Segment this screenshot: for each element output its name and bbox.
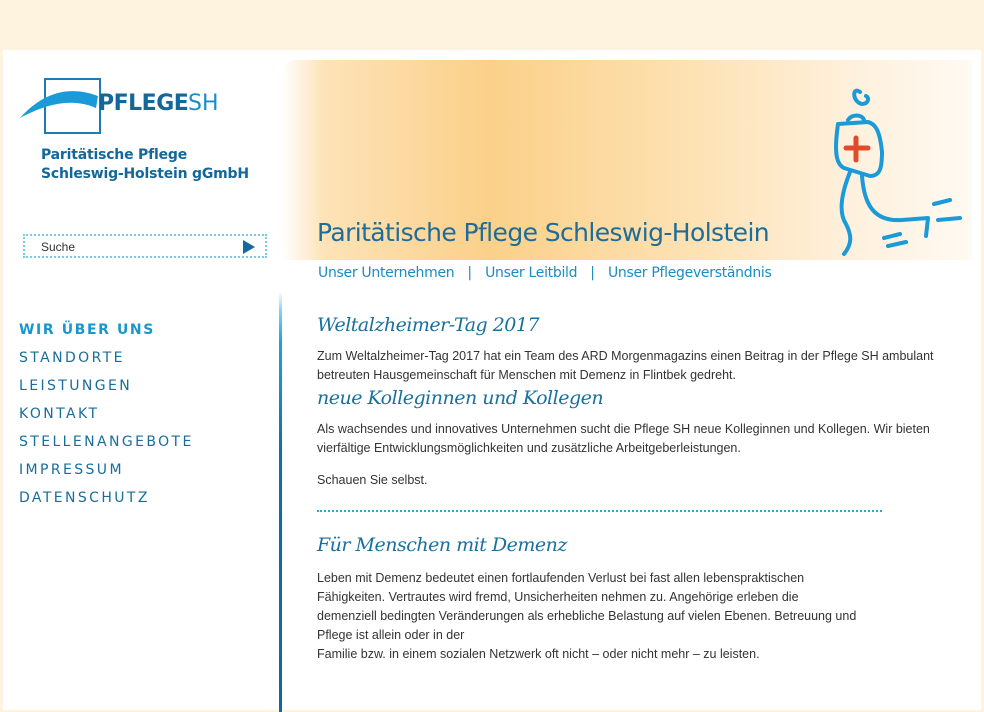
heading-weltalzheimer[interactable]: Weltalzheimer-Tag 2017 (317, 314, 540, 336)
nav-item-kontakt[interactable]: KONTAKT (19, 406, 100, 422)
logo-subtitle (41, 146, 249, 184)
svg-text:SH: SH (188, 91, 219, 116)
main-nav (19, 320, 194, 516)
search-box (23, 234, 267, 258)
page-container (3, 50, 981, 710)
banner-title: Paritätische Pflege Schleswig-Holstein (317, 218, 770, 247)
paragraph-kolleginnen: Als wachsendes und innovatives Unternehmen sucht die Pflege SH neue Kolleginnen und Kollegen. Wir bieten vierfältige Entwicklungsmöglichkeiten und zusätzliche Arbeitgeberleistungen. (317, 422, 930, 455)
subnav-unser-unternehmen[interactable]: Unser Unternehmen (318, 265, 455, 281)
search-submit-icon[interactable] (243, 240, 255, 254)
demenz-line: Pflege ist allein oder in der (317, 628, 465, 642)
nav-item-wir-ueber-uns[interactable]: WIR ÜBER UNS (19, 322, 155, 338)
demenz-line: Familie bzw. in einem sozialen Netzwerk oft nicht – oder nicht mehr – zu leisten. (317, 647, 760, 661)
sub-nav (318, 265, 771, 281)
nav-item-impressum[interactable]: IMPRESSUM (19, 462, 124, 478)
subnav-separator: | (590, 265, 595, 281)
logo-subtitle-line2: Schleswig-Holstein gGmbH (41, 166, 249, 182)
dotted-divider (317, 510, 882, 514)
main-content (317, 316, 967, 664)
heading-kolleginnen[interactable]: neue Kolleginnen und Kollegen (317, 387, 604, 409)
heading-demenz[interactable]: Für Menschen mit Demenz (317, 534, 567, 556)
logo-subtitle-line1: Paritätische Pflege (41, 147, 187, 163)
nurse-illustration-icon (822, 72, 972, 260)
nav-item-leistungen[interactable]: LEISTUNGEN (19, 378, 133, 394)
paragraph-schauen[interactable]: Schauen Sie selbst. (317, 473, 428, 487)
subnav-unser-leitbild[interactable]: Unser Leitbild (485, 265, 578, 281)
nav-item-standorte[interactable]: STANDORTE (19, 350, 125, 366)
demenz-line: Fähigkeiten. Vertrautes wird fremd, Unsicherheiten nehmen zu. Angehörige erleben die (317, 590, 799, 604)
nav-item-stellenangebote[interactable]: STELLENANGEBOTE (19, 434, 194, 450)
sidebar-divider (279, 292, 282, 712)
paragraph-demenz (317, 569, 967, 664)
svg-text:PFLEGE: PFLEGE (98, 91, 189, 116)
search-input[interactable] (41, 239, 231, 255)
header-banner (282, 60, 972, 260)
paragraph-weltalzheimer: Zum Weltalzheimer-Tag 2017 hat ein Team des ARD Morgenmagazins einen Beitrag in der Pflege SH ambulant betreuten Hausgemeinschaft für Menschen mit Demenz in Flintbek gedreht. (317, 349, 934, 382)
demenz-line: Leben mit Demenz bedeutet einen fortlaufenden Verlust bei fast allen lebenspraktischen (317, 571, 805, 585)
demenz-line: demenziell bedingten Veränderungen als erhebliche Belastung auf vielen Ebenen. Betreuung und (317, 609, 857, 623)
subnav-unser-pflegeverstaendnis[interactable]: Unser Pflegeverständnis (607, 265, 772, 281)
nav-item-datenschutz[interactable]: DATENSCHUTZ (19, 490, 150, 506)
subnav-separator: | (467, 265, 473, 281)
logo-wing-icon (18, 78, 268, 138)
